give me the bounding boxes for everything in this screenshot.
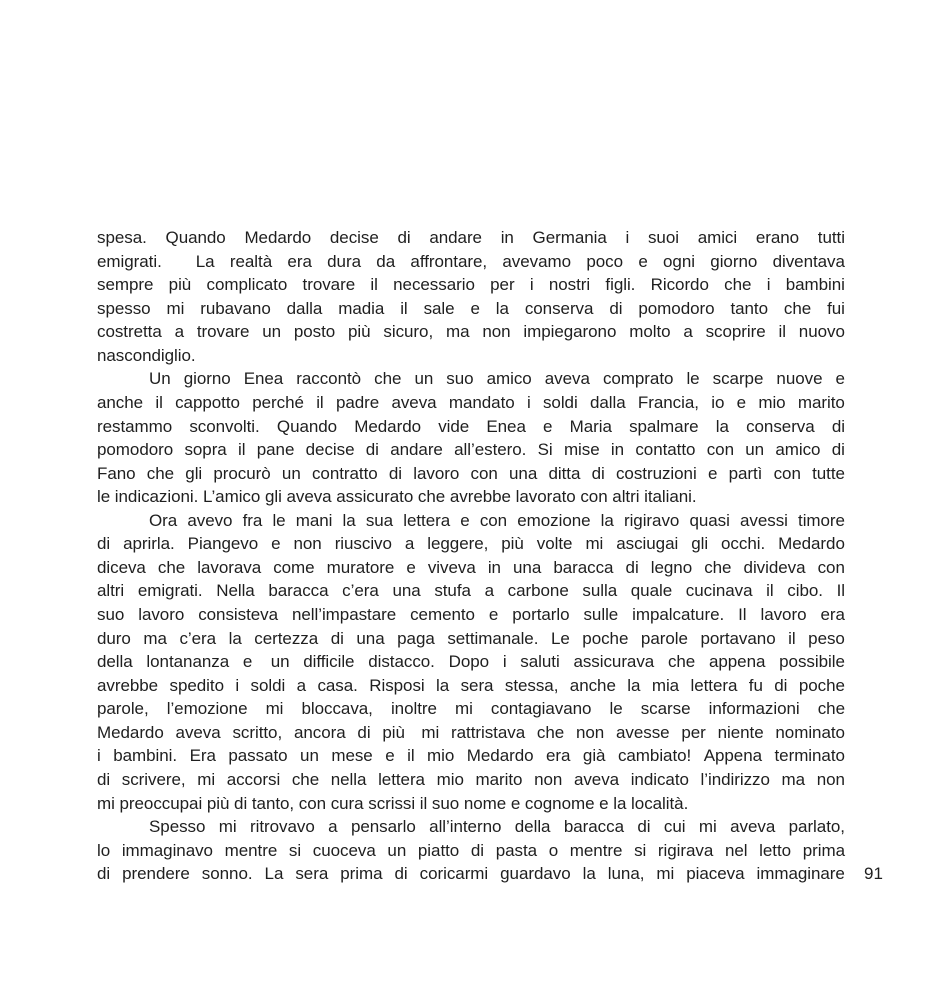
text-line: Medardo aveva scritto, ancora di più mi rattristava che non avesse per niente nominato bbox=[97, 722, 845, 742]
text-line: diceva che lavorava come muratore e viveva in una baracca di legno che divideva con bbox=[97, 557, 845, 577]
text-line: i bambini. Era passato un mese e il mio Medardo era già cambiato! Appena terminato bbox=[97, 746, 845, 766]
text-line: Ora avevo fra le mani la sua lettera e con emozione la rigiravo quasi avessi timore bbox=[149, 510, 845, 530]
text-line: costretta a trovare un posto più sicuro, ma non impiegarono molto a scoprire il nuovo bbox=[97, 322, 845, 342]
text-line: spesso mi rubavano dalla madia il sale e la conserva di pomodoro tanto che fui bbox=[97, 298, 845, 318]
paragraph-2 bbox=[97, 367, 845, 508]
paragraph-1 bbox=[97, 226, 845, 367]
text-line: parole, l’emozione mi bloccava, inoltre mi contagiavano le scarse informazioni che bbox=[97, 699, 845, 719]
text-line: le indicazioni. L’amico gli aveva assicurato che avrebbe lavorato con altri italiani. bbox=[97, 487, 697, 507]
text-line: di prendere sonno. La sera prima di coricarmi guardavo la luna, mi piaceva immaginare bbox=[97, 864, 845, 884]
page-number: 91 bbox=[864, 864, 883, 883]
text-line: anche il cappotto perché il padre aveva mandato i soldi dalla Francia, io e mio marito bbox=[97, 392, 845, 412]
text-line: di scrivere, mi accorsi che nella lettera mio marito non aveva indicato l’indirizzo ma non bbox=[97, 769, 845, 789]
text-line: sempre più complicato trovare il necessario per i nostri figli. Ricordo che i bambini bbox=[97, 275, 845, 295]
text-line: lo immaginavo mentre si cuoceva un piatto di pasta o mentre si rigirava nel letto prima bbox=[97, 840, 845, 860]
text-line: spesa. Quando Medardo decise di andare in Germania i suoi amici erano tutti bbox=[97, 228, 845, 247]
text-line: Fano che gli procurò un contratto di lavoro con una ditta di costruzioni e partì con tutte bbox=[97, 463, 845, 483]
text-line: di aprirla. Piangevo e non riuscivo a leggere, più volte mi asciugai gli occhi. Medardo bbox=[97, 534, 845, 554]
text-line: suo lavoro consisteva nell’impastare cemento e portarlo sulle impalcature. Il lavoro era bbox=[97, 605, 845, 624]
text-line: mi preoccupai più di tanto, con cura scrissi il suo nome e cognome e la località. bbox=[97, 793, 689, 813]
text-line: pomodoro sopra il pane decise di andare all’estero. Si mise in contatto con un amico di bbox=[97, 440, 845, 460]
text-line: Spesso mi ritrovavo a pensarlo all’interno della baracca di cui mi aveva parlato, bbox=[149, 817, 845, 837]
text-line: emigrati. La realtà era dura da affrontare, avevamo poco e ogni giorno diventava bbox=[97, 251, 845, 271]
text-line: della lontananza e un difficile distacco. Dopo i saluti assicurava che appena possibile bbox=[97, 652, 845, 672]
text-block bbox=[97, 226, 845, 886]
paragraph-4 bbox=[97, 815, 845, 886]
text-line: altri emigrati. Nella baracca c’era una stufa a carbone sulla quale cucinava il cibo. Il bbox=[97, 581, 845, 601]
paragraph-3 bbox=[97, 509, 845, 815]
text-line: avrebbe spedito i soldi a casa. Risposi la sera stessa, anche la mia lettera fu di poche bbox=[97, 675, 845, 695]
text-line: Un giorno Enea raccontò che un suo amico aveva comprato le scarpe nuove e bbox=[149, 369, 845, 389]
text-line: duro ma c’era la certezza di una paga settimanale. Le poche parole portavano il peso bbox=[97, 628, 845, 648]
text-line: nascondiglio. bbox=[97, 345, 196, 365]
text-line: restammo sconvolti. Quando Medardo vide Enea e Maria spalmare la conserva di bbox=[97, 416, 845, 436]
